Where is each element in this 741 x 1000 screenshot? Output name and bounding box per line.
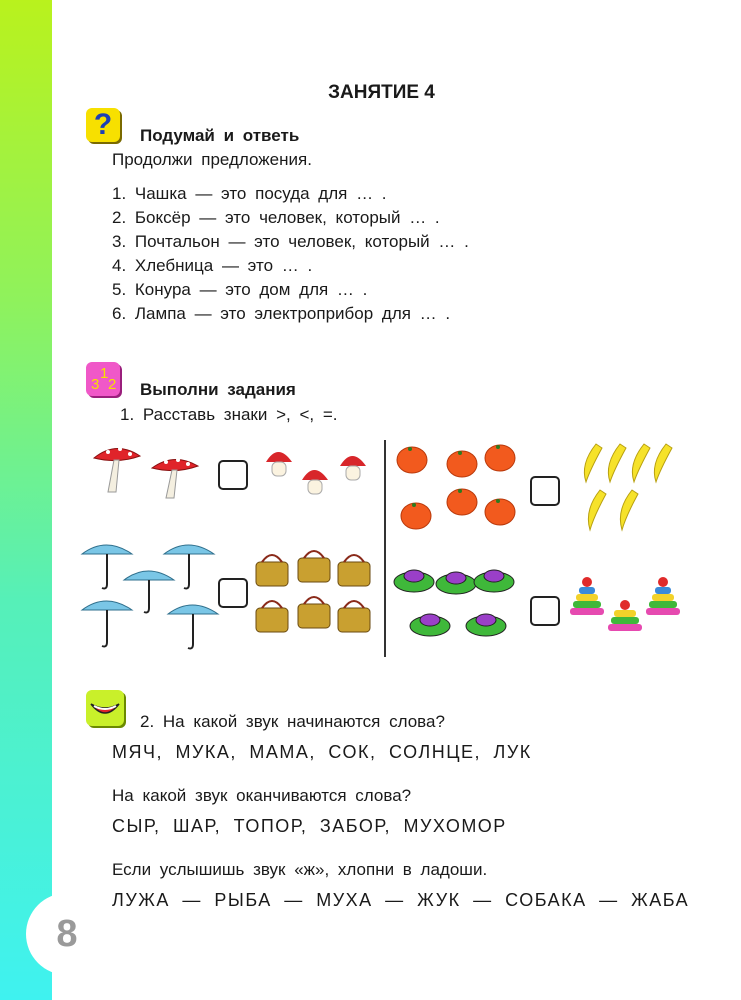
spinning-top-icon — [466, 614, 506, 636]
orange-icon — [485, 445, 515, 471]
basket-icon — [256, 562, 288, 586]
umbrella-icon — [82, 545, 132, 554]
list-item: 6. Лампа — это электроприбор для … . — [112, 304, 451, 323]
bananas-group — [576, 440, 676, 536]
list-item: 5. Конура — это дом для … . — [112, 280, 368, 299]
banana-icon — [588, 490, 606, 530]
side-color-strip — [0, 0, 52, 1000]
orange-icon — [485, 499, 515, 525]
pyramid-icon — [608, 600, 642, 631]
task1-text: 1. Расставь знаки >, <, =. — [120, 405, 338, 424]
center-divider — [384, 440, 386, 657]
pyramids-group — [566, 568, 684, 646]
mouth-icon — [86, 690, 124, 726]
basket-icon — [298, 604, 330, 628]
task2-text: 2. На какой звук начинаются слова? — [140, 712, 445, 731]
banana-icon — [584, 444, 602, 482]
spinning-top-icon — [436, 572, 476, 594]
section2-heading: Выполни задания — [140, 380, 296, 399]
mushrooms-small-group — [262, 444, 370, 504]
umbrella-icon — [164, 545, 214, 554]
list-item: 3. Почтальон — это человек, который … . — [112, 232, 469, 251]
words-line-2: СЫР, ШАР, ТОПОР, ЗАБОР, МУХОМОР — [112, 816, 507, 836]
oranges-group — [392, 444, 522, 532]
pyramid-icon — [646, 577, 680, 615]
words-line-1: МЯЧ, МУКА, МАМА, СОК, СОЛНЦЕ, ЛУК — [112, 742, 532, 762]
question-mark-icon: ? — [86, 108, 120, 142]
orange-icon — [401, 503, 431, 529]
orange-icon — [447, 489, 477, 515]
svg-text:2: 2 — [108, 376, 117, 393]
mushrooms-large-group — [88, 440, 206, 500]
spinning-top-icon — [410, 614, 450, 636]
spinning-top-icon — [474, 570, 514, 592]
mushroom-icon — [94, 447, 140, 492]
comparison-box-3[interactable] — [218, 578, 248, 608]
mushroom-icon — [302, 470, 328, 494]
umbrella-icon — [82, 601, 132, 610]
banana-icon — [608, 444, 626, 482]
basket-icon — [338, 608, 370, 632]
comparison-box-4[interactable] — [530, 596, 560, 626]
question-2: На какой звук оканчиваются слова? — [112, 786, 412, 805]
spinning-top-icon — [394, 570, 434, 592]
list-item: 2. Боксёр — это человек, который … . — [112, 208, 440, 227]
pyramid-icon — [570, 577, 604, 615]
banana-icon — [632, 444, 650, 482]
mushroom-icon — [340, 456, 366, 480]
list-item: 4. Хлебница — это … . — [112, 256, 313, 275]
orange-icon — [447, 451, 477, 477]
svg-text:3: 3 — [91, 376, 100, 393]
question-3: Если услышишь звук «ж», хлопни в ладоши. — [112, 860, 488, 879]
orange-icon — [397, 447, 427, 473]
basket-icon — [298, 558, 330, 582]
basket-icon — [338, 562, 370, 586]
section1-heading: Подумай и ответь — [140, 126, 300, 145]
page-number: 8 — [56, 913, 78, 955]
umbrellas-group — [80, 538, 228, 652]
numbers-icon — [86, 362, 120, 396]
comparison-box-1[interactable] — [218, 460, 248, 490]
banana-icon — [620, 490, 638, 530]
svg-text:1: 1 — [100, 365, 109, 382]
section1-intro: Продолжи предложения. — [112, 150, 312, 169]
mushroom-icon — [266, 452, 292, 476]
baskets-group — [252, 544, 374, 640]
banana-icon — [654, 444, 672, 482]
words-line-3: ЛУЖА — РЫБА — МУХА — ЖУК — СОБАКА — ЖАБА — [112, 890, 690, 910]
spinning-tops-group — [390, 562, 520, 650]
list-item: 1. Чашка — это посуда для … . — [112, 184, 387, 203]
comparison-box-2[interactable] — [530, 476, 560, 506]
mushroom-icon — [152, 458, 198, 498]
umbrella-icon — [168, 605, 218, 614]
basket-icon — [256, 608, 288, 632]
umbrella-icon — [124, 571, 174, 580]
page-title: ЗАНЯТИЕ 4 — [328, 82, 435, 103]
